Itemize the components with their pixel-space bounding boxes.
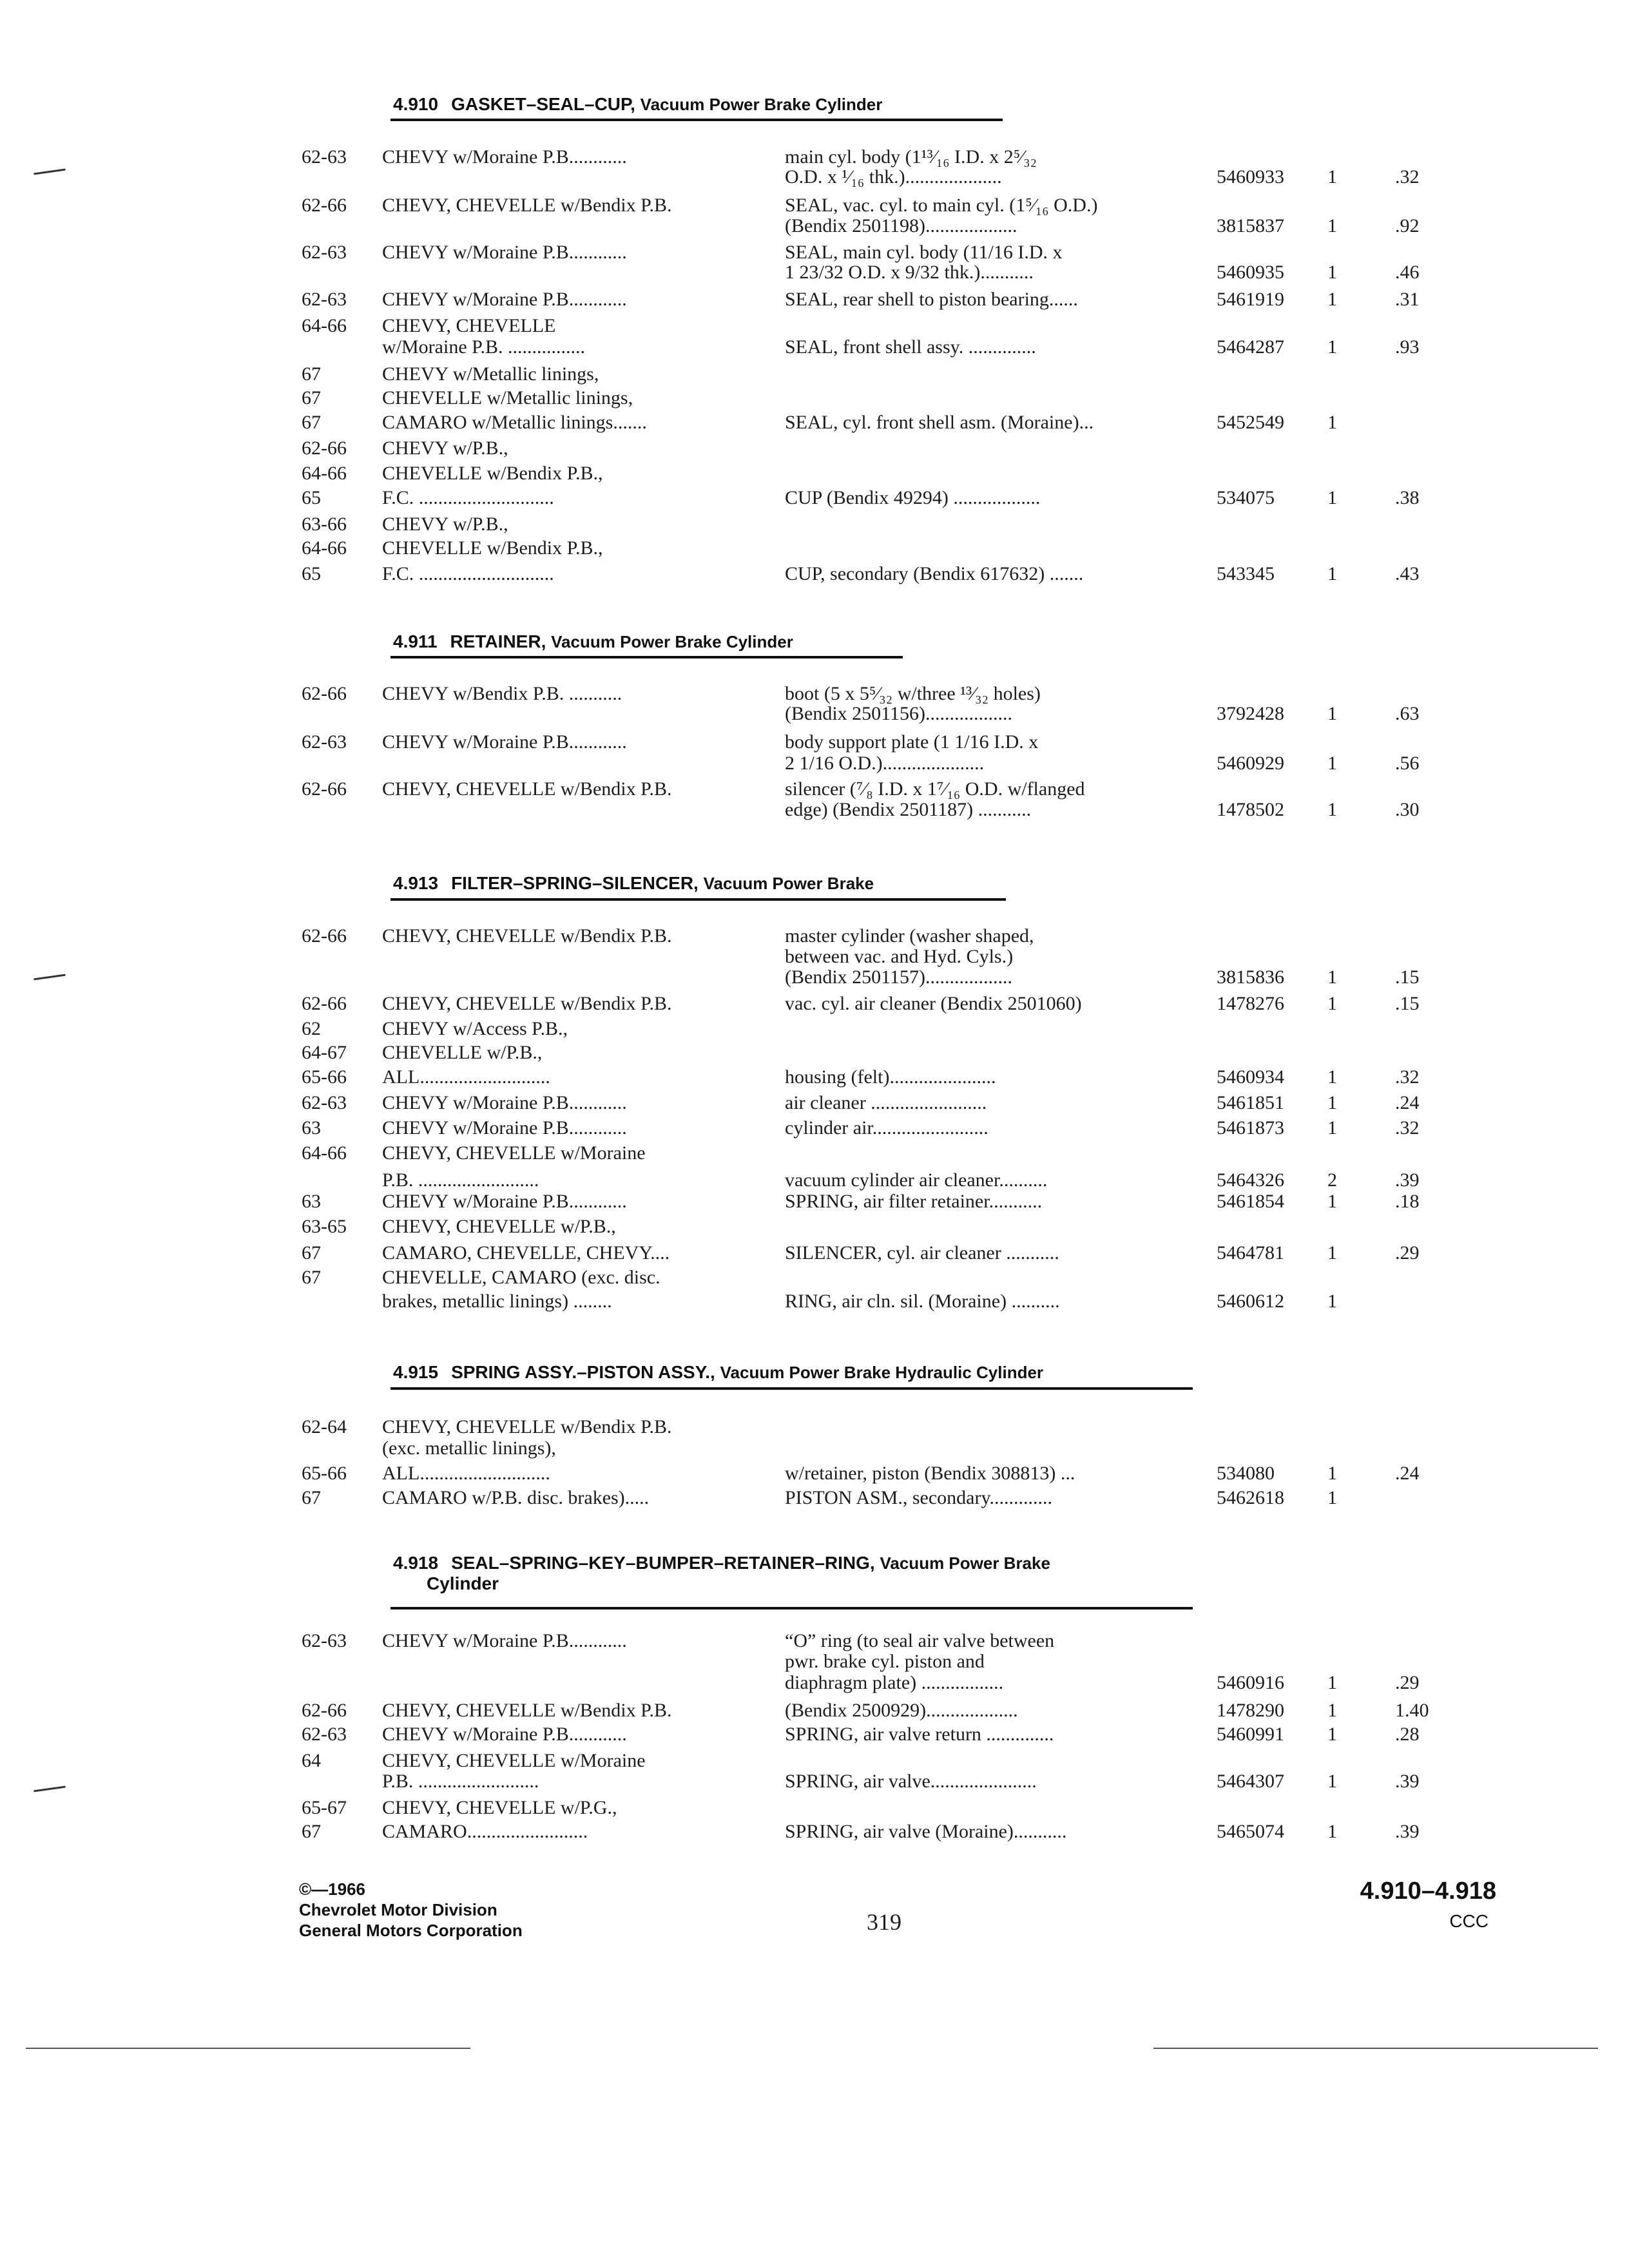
quantity: 1 — [1327, 703, 1337, 724]
model-year: 62-64 — [302, 1416, 347, 1437]
part-number: 5461919 — [1217, 289, 1284, 310]
parts-row — [0, 514, 1629, 538]
application: CHEVY w/Moraine P.B............ — [382, 1630, 627, 1651]
quantity: 1 — [1327, 1821, 1337, 1842]
part-description: air cleaner ........................ — [785, 1092, 987, 1113]
parts-row — [0, 336, 1629, 361]
part-description: vacuum cylinder air cleaner.......... — [785, 1169, 1048, 1191]
parts-row — [0, 966, 1629, 991]
part-number: 5461854 — [1217, 1191, 1284, 1212]
parts-row — [0, 1216, 1629, 1240]
part-number: 5452549 — [1217, 412, 1284, 433]
scan-edge-line — [26, 2048, 470, 2049]
model-year: 62-63 — [302, 242, 347, 263]
part-description: PISTON ASM., secondary............. — [785, 1487, 1053, 1508]
part-description: cylinder air........................ — [785, 1117, 988, 1139]
part-number: 5464307 — [1217, 1771, 1284, 1792]
part-number: 5464326 — [1217, 1169, 1284, 1191]
model-year: 62-63 — [302, 1724, 347, 1745]
part-description: between vac. and Hyd. Cyls.) — [785, 946, 1014, 967]
price: .29 — [1395, 1242, 1420, 1264]
part-description: SEAL, rear shell to piston bearing...... — [785, 289, 1078, 310]
quantity: 1 — [1327, 412, 1337, 433]
parts-row — [0, 262, 1629, 286]
application: CHEVELLE, CAMARO (exc. disc. — [382, 1267, 660, 1288]
model-year: 62-66 — [302, 683, 347, 704]
part-number: 5460929 — [1217, 753, 1284, 774]
part-number: 534080 — [1217, 1463, 1275, 1484]
part-description: (Bendix 2501157).................. — [785, 966, 1013, 988]
price: .32 — [1395, 166, 1420, 187]
part-description: SPRING, air filter retainer........... — [785, 1191, 1043, 1212]
application: F.C. ............................ — [382, 487, 554, 508]
model-year: 62-63 — [302, 1092, 347, 1113]
part-number: 5461873 — [1217, 1117, 1284, 1139]
section-number: 4.911 — [393, 631, 438, 651]
parts-row — [0, 753, 1629, 777]
application: CHEVY w/Moraine P.B............ — [382, 1117, 627, 1139]
quantity: 1 — [1327, 993, 1337, 1014]
price: .39 — [1395, 1821, 1420, 1842]
part-description: O.D. x ¹⁄₁₆ thk.).................... — [785, 166, 1002, 187]
parts-row — [0, 1724, 1629, 1748]
price: .39 — [1395, 1169, 1420, 1191]
parts-row — [0, 993, 1629, 1017]
quantity: 1 — [1327, 753, 1337, 774]
parts-row — [0, 215, 1629, 240]
quantity: 1 — [1327, 166, 1337, 187]
quantity: 1 — [1327, 1700, 1337, 1721]
model-year: 62-63 — [302, 731, 347, 753]
application: CAMARO, CHEVELLE, CHEVY.... — [382, 1242, 670, 1264]
application: CHEVY, CHEVELLE w/Bendix P.B. — [382, 925, 672, 947]
model-year: 64-66 — [302, 1142, 347, 1164]
application: CHEVELLE w/P.B., — [382, 1042, 543, 1063]
part-description: “O” ring (to seal air valve between — [785, 1630, 1055, 1651]
price: .32 — [1395, 1066, 1420, 1088]
application: CHEVY, CHEVELLE w/Bendix P.B. — [382, 1416, 672, 1437]
part-description: vac. cyl. air cleaner (Bendix 2501060) — [785, 993, 1082, 1014]
parts-row — [0, 1018, 1629, 1043]
application: CHEVY w/Metallic linings, — [382, 363, 599, 385]
section-underline — [390, 1607, 1193, 1610]
parts-row — [0, 1291, 1629, 1315]
application: CHEVY w/Moraine P.B............ — [382, 1724, 627, 1745]
section-category: Vacuum Power Brake Hydraulic Cylinder — [720, 1363, 1044, 1382]
quantity: 1 — [1327, 1291, 1337, 1312]
model-year: 67 — [302, 363, 321, 385]
application: CHEVY w/Moraine P.B............ — [382, 1092, 627, 1113]
parts-row — [0, 1797, 1629, 1821]
section-title: FILTER–SPRING–SILENCER, — [451, 873, 699, 893]
section-title: GASKET–SEAL–CUP, — [451, 94, 635, 114]
part-number: 5460916 — [1217, 1672, 1284, 1693]
part-description: SPRING, air valve (Moraine)........... — [785, 1821, 1067, 1842]
model-year: 64-66 — [302, 463, 347, 484]
parts-row — [0, 1700, 1629, 1724]
part-number: 543345 — [1217, 563, 1275, 584]
model-year: 62-63 — [302, 289, 347, 310]
quantity: 2 — [1327, 1169, 1337, 1191]
parts-row — [0, 1821, 1629, 1845]
price: .31 — [1395, 289, 1420, 310]
model-year: 64 — [302, 1750, 321, 1771]
application: P.B. ......................... — [382, 1169, 539, 1191]
application: CHEVY w/P.B., — [382, 514, 508, 535]
part-number: 534075 — [1217, 487, 1275, 508]
part-description: master cylinder (washer shaped, — [785, 925, 1034, 947]
quantity: 1 — [1327, 799, 1337, 820]
price: .38 — [1395, 487, 1420, 508]
application: CAMARO......................... — [382, 1821, 588, 1842]
parts-row — [0, 412, 1629, 436]
model-year: 62-63 — [302, 146, 347, 168]
section-header — [393, 873, 874, 894]
part-description: (Bendix 2500929)................... — [785, 1700, 1018, 1721]
part-description: SEAL, cyl. front shell asm. (Moraine)... — [785, 412, 1094, 433]
section-title: SPRING ASSY.–PISTON ASSY., — [451, 1362, 715, 1382]
scan-edge-line — [1153, 2048, 1598, 2049]
application: CHEVY, CHEVELLE w/Moraine — [382, 1750, 646, 1771]
application: brakes, metallic linings) ........ — [382, 1291, 612, 1312]
section-header — [393, 1362, 1043, 1383]
parts-row — [0, 1191, 1629, 1215]
section-range: 4.910–4.918 — [1360, 1878, 1496, 1905]
model-year: 65 — [302, 487, 321, 508]
part-number: 5460935 — [1217, 262, 1284, 283]
part-number: 5460934 — [1217, 1066, 1284, 1088]
application: P.B. ......................... — [382, 1771, 539, 1792]
quantity: 1 — [1327, 1092, 1337, 1113]
price: .92 — [1395, 215, 1420, 236]
section-underline — [390, 898, 1006, 901]
price: .32 — [1395, 1117, 1420, 1139]
section-title-continued: Cylinder — [427, 1573, 499, 1593]
parts-row — [0, 1042, 1629, 1066]
application: CHEVY w/Access P.B., — [382, 1018, 568, 1039]
parts-row — [0, 537, 1629, 562]
quantity: 1 — [1327, 563, 1337, 584]
quantity: 1 — [1327, 336, 1337, 358]
part-number: 5464781 — [1217, 1242, 1284, 1264]
price: .63 — [1395, 703, 1420, 724]
quantity: 1 — [1327, 1672, 1337, 1693]
publisher-block — [299, 1879, 523, 1941]
model-year: 65 — [302, 563, 321, 584]
parts-row — [0, 487, 1629, 512]
application: CHEVY, CHEVELLE w/Bendix P.B. — [382, 195, 672, 216]
part-number: 1478276 — [1217, 993, 1284, 1014]
model-year: 62 — [302, 1018, 321, 1039]
price: .28 — [1395, 1724, 1420, 1745]
model-year: 67 — [302, 1487, 321, 1508]
price: .15 — [1395, 966, 1420, 988]
part-number: 3815836 — [1217, 966, 1284, 988]
quantity: 1 — [1327, 966, 1337, 988]
quantity: 1 — [1327, 262, 1337, 283]
model-year: 62-66 — [302, 925, 347, 947]
part-description: main cyl. body (1¹³⁄₁₆ I.D. x 2⁵⁄₃₂ — [785, 146, 1037, 168]
section-number: 4.910 — [393, 94, 439, 114]
part-description: CUP, secondary (Bendix 617632) ....... — [785, 563, 1084, 584]
part-description: boot (5 x 5⁵⁄₃₂ w/three ¹³⁄₃₂ holes) — [785, 683, 1041, 704]
application: ALL........................... — [382, 1463, 550, 1484]
price: .24 — [1395, 1092, 1420, 1113]
section-title: SEAL–SPRING–KEY–BUMPER–RETAINER–RING, — [451, 1553, 875, 1573]
part-description: housing (felt)...................... — [785, 1066, 996, 1088]
price: .29 — [1395, 1672, 1420, 1693]
model-year: 65-66 — [302, 1463, 347, 1484]
part-number: 5460991 — [1217, 1724, 1284, 1745]
part-description: SEAL, main cyl. body (11/16 I.D. x — [785, 242, 1063, 263]
model-year: 64-66 — [302, 315, 347, 336]
application: CHEVY, CHEVELLE w/Bendix P.B. — [382, 1700, 672, 1721]
price: .18 — [1395, 1191, 1420, 1212]
application: CHEVELLE w/Bendix P.B., — [382, 463, 603, 484]
part-description: 1 23/32 O.D. x 9/32 thk.)........... — [785, 262, 1034, 283]
part-description: 2 1/16 O.D.)..................... — [785, 753, 985, 774]
section-underline — [390, 656, 903, 658]
price: .30 — [1395, 799, 1420, 820]
application: CHEVELLE w/Metallic linings, — [382, 387, 633, 408]
section-header — [393, 631, 793, 652]
application: (exc. metallic linings), — [382, 1437, 556, 1459]
section-underline — [390, 1387, 1193, 1390]
section-category: Vacuum Power Brake — [703, 874, 874, 893]
part-description: SILENCER, cyl. air cleaner ........... — [785, 1242, 1059, 1264]
model-year: 62-66 — [302, 993, 347, 1014]
parts-row — [0, 1066, 1629, 1091]
quantity: 1 — [1327, 1117, 1337, 1139]
application: CHEVY, CHEVELLE w/P.B., — [382, 1216, 616, 1237]
model-year: 63-66 — [302, 514, 347, 535]
part-description: (Bendix 2501198)................... — [785, 215, 1017, 236]
price: 1.40 — [1395, 1700, 1429, 1721]
parts-row — [0, 463, 1629, 487]
model-year: 67 — [302, 387, 321, 408]
parts-row — [0, 363, 1629, 388]
parts-row — [0, 1672, 1629, 1696]
model-year: 62-66 — [302, 437, 347, 459]
part-description: SPRING, air valve...................... — [785, 1771, 1037, 1792]
application: CHEVY w/Moraine P.B............ — [382, 289, 627, 310]
application: CAMARO w/Metallic linings....... — [382, 412, 647, 433]
parts-row — [0, 1437, 1629, 1462]
model-year: 62-63 — [302, 1630, 347, 1651]
application: CHEVY, CHEVELLE w/Moraine — [382, 1142, 646, 1164]
model-year: 67 — [302, 1242, 321, 1264]
quantity: 1 — [1327, 1242, 1337, 1264]
part-description: w/retainer, piston (Bendix 308813) ... — [785, 1463, 1075, 1484]
parts-row — [0, 1242, 1629, 1267]
quantity: 1 — [1327, 487, 1337, 508]
price: .43 — [1395, 563, 1420, 584]
section-title: RETAINER, — [450, 631, 546, 651]
parts-row — [0, 289, 1629, 313]
price: .56 — [1395, 753, 1420, 774]
part-description: SEAL, front shell assy. .............. — [785, 336, 1036, 358]
part-number: 3815837 — [1217, 215, 1284, 236]
quantity: 1 — [1327, 1771, 1337, 1792]
application: CHEVY w/Moraine P.B............ — [382, 731, 627, 753]
part-description: (Bendix 2501156).................. — [785, 703, 1013, 724]
parts-row — [0, 799, 1629, 823]
model-year: 65-66 — [302, 1066, 347, 1088]
price: .39 — [1395, 1771, 1420, 1792]
section-number: 4.913 — [393, 873, 439, 893]
quantity: 1 — [1327, 1066, 1337, 1088]
model-year: 64-67 — [302, 1042, 347, 1063]
part-number: 5460612 — [1217, 1291, 1284, 1312]
section-category: Vacuum Power Brake — [880, 1553, 1050, 1573]
application: w/Moraine P.B. ................ — [382, 336, 585, 358]
section-underline — [390, 119, 1003, 121]
part-number: 5460933 — [1217, 166, 1284, 187]
part-description: edge) (Bendix 2501187) ........... — [785, 799, 1032, 820]
part-number: 5462618 — [1217, 1487, 1284, 1508]
application: CHEVY w/Bendix P.B. ........... — [382, 683, 622, 704]
parts-row — [0, 703, 1629, 727]
part-description: RING, air cln. sil. (Moraine) .......... — [785, 1291, 1060, 1312]
parts-row — [0, 1267, 1629, 1291]
part-description: CUP (Bendix 49294) .................. — [785, 487, 1041, 508]
parts-row — [0, 563, 1629, 588]
model-year: 67 — [302, 1821, 321, 1842]
footer-copyright: ©—1966 — [299, 1879, 365, 1899]
page-number: 319 — [867, 1909, 901, 1935]
part-description: body support plate (1 1/16 I.D. x — [785, 731, 1039, 753]
price: .46 — [1395, 262, 1420, 283]
section-header — [393, 94, 882, 115]
section-header — [393, 1553, 1050, 1594]
part-number: 5461851 — [1217, 1092, 1284, 1113]
part-number: 5464287 — [1217, 336, 1284, 358]
quantity: 1 — [1327, 1191, 1337, 1212]
model-year: 63-65 — [302, 1216, 347, 1237]
application: CHEVY, CHEVELLE w/P.G., — [382, 1797, 617, 1818]
application: CHEVY w/P.B., — [382, 437, 508, 459]
price: .24 — [1395, 1463, 1420, 1484]
quantity: 1 — [1327, 289, 1337, 310]
parts-row — [0, 437, 1629, 462]
application: CHEVY w/Moraine P.B............ — [382, 242, 627, 263]
parts-row — [0, 1092, 1629, 1117]
application: ALL........................... — [382, 1066, 550, 1088]
part-number: 1478290 — [1217, 1700, 1284, 1721]
part-description: SEAL, vac. cyl. to main cyl. (1⁵⁄₁₆ O.D.) — [785, 195, 1098, 216]
application: F.C. ............................ — [382, 563, 554, 584]
parts-row — [0, 1117, 1629, 1142]
model-year: 67 — [302, 412, 321, 433]
application: CHEVY w/Moraine P.B............ — [382, 1191, 627, 1212]
part-number: 5465074 — [1217, 1821, 1284, 1842]
parts-row — [0, 1771, 1629, 1795]
application: CAMARO w/P.B. disc. brakes)..... — [382, 1487, 650, 1508]
application: CHEVY, CHEVELLE w/Bendix P.B. — [382, 993, 672, 1014]
price: .93 — [1395, 336, 1420, 358]
quantity: 1 — [1327, 1724, 1337, 1745]
part-description: SPRING, air valve return .............. — [785, 1724, 1054, 1745]
section-category: Vacuum Power Brake Cylinder — [551, 632, 793, 651]
part-number: 3792428 — [1217, 703, 1284, 724]
model-year: 62-66 — [302, 195, 347, 216]
part-description: diaphragm plate) ................. — [785, 1672, 1004, 1693]
section-category: Vacuum Power Brake Cylinder — [640, 95, 883, 114]
footer-corporation: General Motors Corporation — [299, 1921, 523, 1940]
section-number: 4.915 — [393, 1362, 439, 1382]
parts-row — [0, 1463, 1629, 1487]
application: CHEVY, CHEVELLE w/Bendix P.B. — [382, 778, 672, 800]
model-year: 62-66 — [302, 778, 347, 800]
parts-row — [0, 1487, 1629, 1512]
model-year: 63 — [302, 1191, 321, 1212]
application: CHEVELLE w/Bendix P.B., — [382, 537, 603, 559]
quantity: 1 — [1327, 215, 1337, 236]
quantity: 1 — [1327, 1487, 1337, 1508]
parts-row — [0, 1142, 1629, 1167]
parts-row — [0, 387, 1629, 412]
part-number: 1478502 — [1217, 799, 1284, 820]
application: CHEVY, CHEVELLE — [382, 315, 556, 336]
model-year: 64-66 — [302, 537, 347, 559]
application: CHEVY w/Moraine P.B............ — [382, 146, 627, 168]
parts-row — [0, 166, 1629, 191]
quantity: 1 — [1327, 1463, 1337, 1484]
footer-division: Chevrolet Motor Division — [299, 1900, 497, 1919]
catalog-code: CCC — [1449, 1911, 1489, 1931]
model-year: 62-66 — [302, 1700, 347, 1721]
price: .15 — [1395, 993, 1420, 1014]
model-year: 67 — [302, 1267, 321, 1288]
model-year: 63 — [302, 1117, 321, 1139]
part-description: pwr. brake cyl. piston and — [785, 1651, 985, 1672]
model-year: 65-67 — [302, 1797, 347, 1818]
part-description: silencer (⁷⁄₈ I.D. x 1⁷⁄₁₆ O.D. w/flanged — [785, 778, 1085, 800]
section-number: 4.918 — [393, 1553, 439, 1573]
